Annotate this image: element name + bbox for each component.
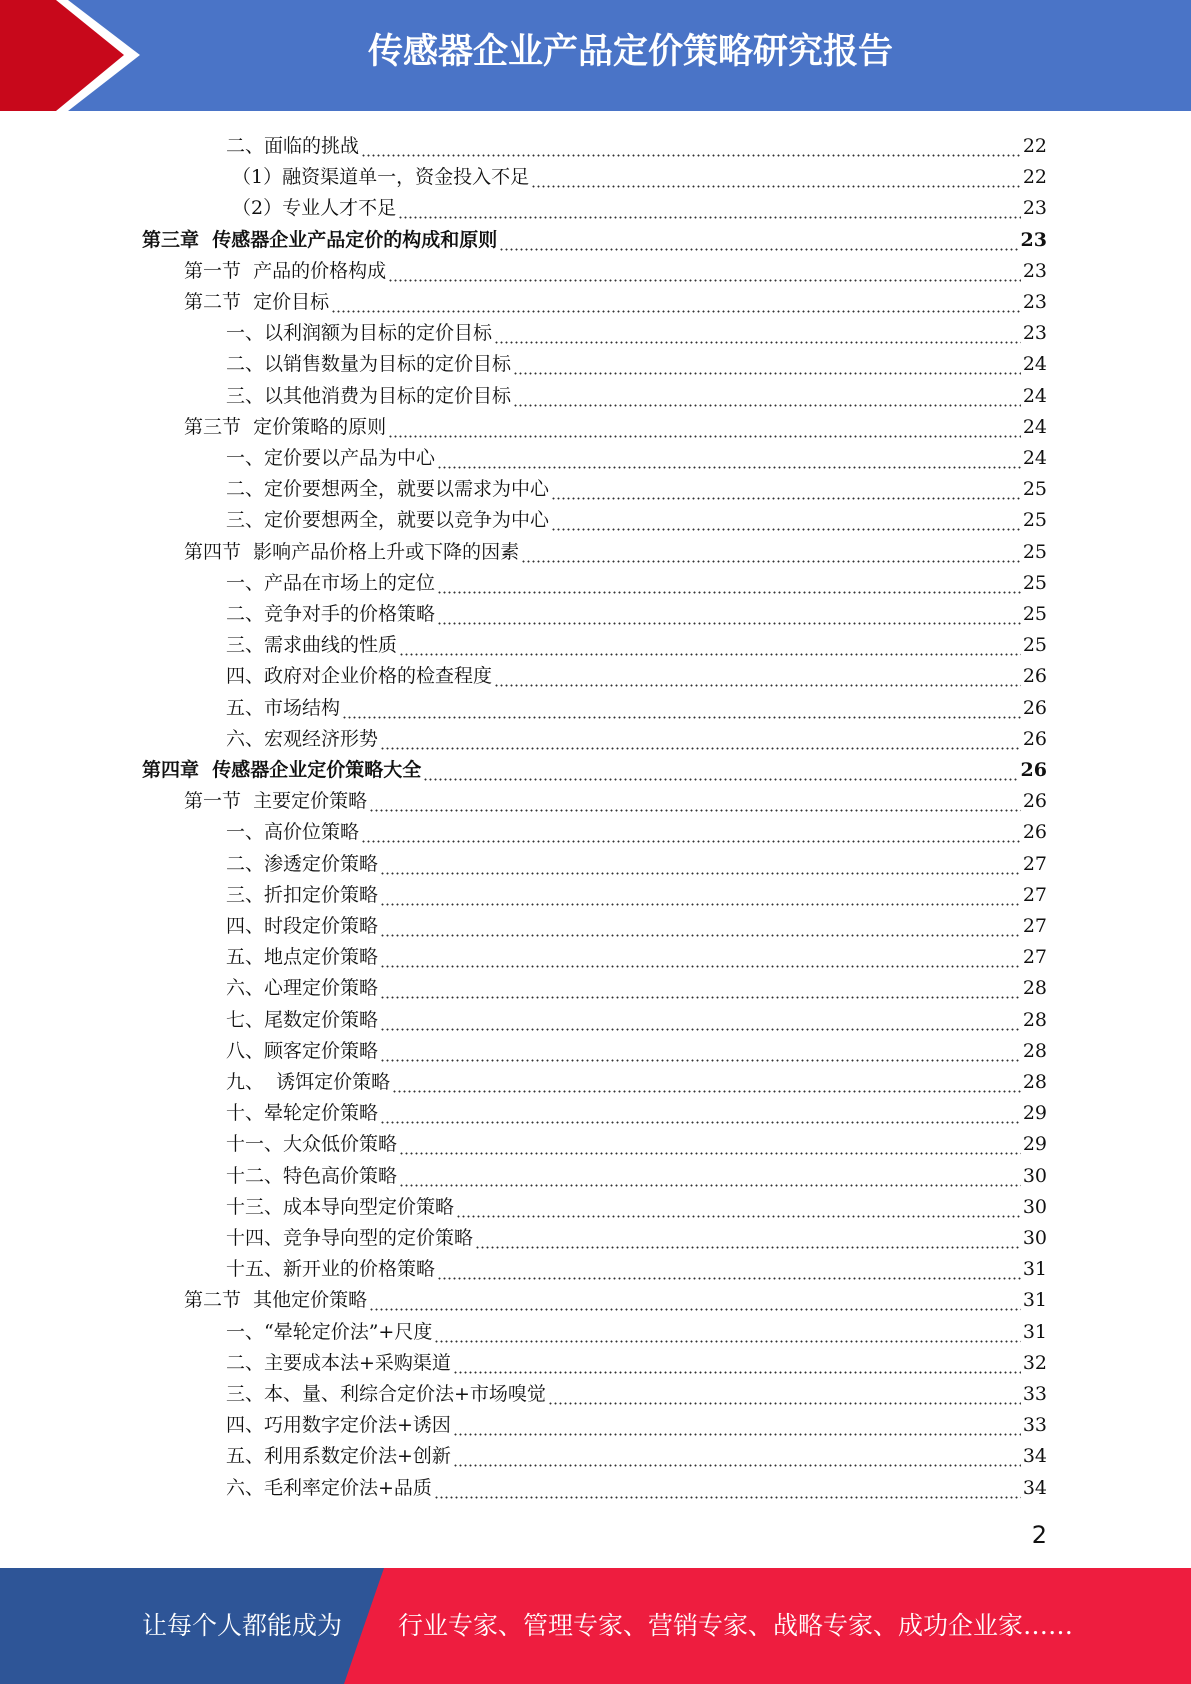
toc-entry-page: 33 xyxy=(1022,1414,1047,1437)
toc-dot-leader xyxy=(399,1132,1021,1156)
toc-entry-label: 十四、竞争导向型的定价策略 xyxy=(226,1227,474,1249)
toc-entry-page: 23 xyxy=(1022,322,1047,345)
toc-entry-label: 第二节 其他定价策略 xyxy=(184,1289,368,1312)
toc-dot-leader xyxy=(551,477,1021,501)
toc-dot-leader xyxy=(434,1320,1020,1344)
toc-dot-leader xyxy=(342,696,1021,720)
toc-entry-label: 第四章 传感器企业定价策略大全 xyxy=(142,759,422,781)
toc-entry-label: 四、时段定价策略 xyxy=(226,915,379,937)
toc-entry-label: 二、渗透定价策略 xyxy=(226,852,379,875)
toc-entry-label: 七、尾数定价策略 xyxy=(226,1008,379,1031)
toc-item-entry[interactable] xyxy=(226,1188,1047,1219)
toc-item-entry[interactable] xyxy=(226,876,1047,907)
toc-entry-label: 十、晕轮定价策略 xyxy=(226,1102,379,1125)
toc-entry-page: 22 xyxy=(1022,135,1047,157)
toc-item-entry[interactable] xyxy=(226,564,1047,595)
toc-entry-label: 第二节 定价目标 xyxy=(184,291,330,313)
toc-entry-page: 28 xyxy=(1022,1039,1047,1062)
toc-dot-leader xyxy=(398,196,1021,220)
toc-section-entry[interactable] xyxy=(184,408,1047,439)
toc-section-entry[interactable] xyxy=(184,283,1047,314)
toc-dot-leader xyxy=(380,883,1021,907)
toc-dot-leader xyxy=(499,228,1018,252)
toc-entry-page: 27 xyxy=(1022,852,1047,875)
toc-entry-label: （2）专业人才不足 xyxy=(232,197,397,220)
toc-entry-label: 第三章 传感器企业产品定价的构成和原则 xyxy=(142,228,498,251)
report-title: 传感器企业产品定价策略研究报告 xyxy=(367,32,893,72)
toc-dot-leader xyxy=(453,1413,1021,1437)
toc-item-entry[interactable] xyxy=(226,813,1047,844)
toc-item-entry[interactable] xyxy=(226,626,1047,657)
toc-item-entry[interactable] xyxy=(226,501,1047,532)
toc-dot-leader xyxy=(380,976,1021,1000)
toc-entry-page: 27 xyxy=(1022,915,1047,937)
toc-entry-label: 二、定价要想两全，就要以需求为中心 xyxy=(226,478,550,501)
toc-section-entry[interactable] xyxy=(184,252,1047,283)
toc-entry-label: 八、顾客定价策略 xyxy=(226,1039,379,1062)
toc-entry-page: 34 xyxy=(1022,1445,1047,1468)
toc-entry-page: 23 xyxy=(1020,228,1047,251)
toc-entry-page: 23 xyxy=(1022,291,1047,313)
toc-entry-page: 24 xyxy=(1022,447,1047,469)
toc-dot-leader xyxy=(475,1226,1021,1250)
toc-entry-page: 33 xyxy=(1022,1383,1047,1405)
toc-entry-page: 25 xyxy=(1022,509,1047,532)
toc-entry-label: 十三、成本导向型定价策略 xyxy=(226,1195,455,1218)
toc-entry-label: 二、以销售数量为目标的定价目标 xyxy=(226,353,512,376)
toc-dot-leader xyxy=(331,290,1021,314)
toc-section-entry[interactable] xyxy=(184,782,1047,813)
toc-dot-leader xyxy=(392,1070,1021,1094)
toc-item-entry[interactable] xyxy=(226,657,1047,688)
toc-entry-label: 三、以其他消费为目标的定价目标 xyxy=(226,384,512,407)
toc-entry-label: 第三节 定价策略的原则 xyxy=(184,415,387,438)
toc-dot-leader xyxy=(453,1351,1021,1375)
toc-item-entry[interactable] xyxy=(226,314,1047,345)
toc-entry-page: 23 xyxy=(1022,197,1047,220)
footer-slogan-left: 让每个人都能成为 xyxy=(142,1611,343,1640)
toc-dot-leader xyxy=(453,1444,1021,1468)
toc-entry-page: 25 xyxy=(1022,478,1047,501)
toc-item-entry[interactable] xyxy=(226,1313,1047,1344)
toc-entry-label: 一、以利润额为目标的定价目标 xyxy=(226,322,493,345)
toc-item-entry[interactable] xyxy=(226,127,1047,158)
toc-item-entry[interactable] xyxy=(226,377,1047,408)
toc-dot-leader xyxy=(494,321,1021,345)
toc-entry-label: 六、毛利率定价法+品质 xyxy=(226,1476,432,1499)
toc-dot-leader xyxy=(531,165,1021,189)
toc-dot-leader xyxy=(369,1288,1021,1312)
toc-item-entry[interactable] xyxy=(226,907,1047,938)
toc-entry-label: 十五、新开业的价格策略 xyxy=(226,1258,436,1281)
toc-section-entry[interactable] xyxy=(184,533,1047,564)
toc-entry-page: 24 xyxy=(1022,415,1047,438)
toc-dot-leader xyxy=(513,384,1021,408)
toc-item-entry[interactable] xyxy=(226,470,1047,501)
toc-item-entry[interactable] xyxy=(226,345,1047,376)
toc-item-entry[interactable] xyxy=(226,720,1047,751)
toc-entry-label: 四、巧用数字定价法+诱因 xyxy=(226,1414,451,1437)
toc-entry-page: 28 xyxy=(1022,1008,1047,1031)
toc-entry-label: 第一节 产品的价格构成 xyxy=(184,259,387,282)
toc-item-entry[interactable] xyxy=(226,1250,1047,1281)
toc-item-entry[interactable] xyxy=(226,1375,1047,1406)
toc-entry-page: 26 xyxy=(1022,790,1047,813)
toc-dot-leader xyxy=(423,758,1018,782)
toc-dot-leader xyxy=(437,1257,1021,1281)
toc-entry-label: （1）融资渠道单一，资金投入不足 xyxy=(232,166,530,189)
toc-dot-leader xyxy=(437,571,1021,595)
toc-dot-leader xyxy=(388,415,1021,439)
toc-entry-page: 22 xyxy=(1022,166,1047,189)
toc-dot-leader xyxy=(380,1101,1021,1125)
toc-item-entry[interactable] xyxy=(226,1063,1047,1094)
toc-item-entry[interactable] xyxy=(226,1094,1047,1125)
toc-entry-page: 30 xyxy=(1022,1164,1047,1187)
toc-dot-leader xyxy=(456,1195,1021,1219)
toc-dot-leader xyxy=(437,602,1021,626)
toc-dot-leader xyxy=(380,727,1021,751)
toc-entry-label: 三、定价要想两全，就要以竞争为中心 xyxy=(226,509,550,532)
toc-item-entry[interactable] xyxy=(226,969,1047,1000)
toc-entry-label: 一、定价要以产品为中心 xyxy=(226,447,436,469)
toc-dot-leader xyxy=(513,352,1021,376)
toc-dot-leader xyxy=(399,1164,1021,1188)
toc-entry-page: 26 xyxy=(1022,821,1047,844)
toc-item-entry[interactable] xyxy=(226,1001,1047,1032)
toc-item-entry[interactable] xyxy=(226,1125,1047,1156)
toc-item-entry[interactable] xyxy=(226,439,1047,470)
toc-entry-label: 第一节 主要定价策略 xyxy=(184,790,368,813)
toc-entry-label: 三、折扣定价策略 xyxy=(226,883,379,906)
toc-item-entry[interactable] xyxy=(226,1469,1047,1500)
toc-dot-leader xyxy=(399,633,1021,657)
toc-dot-leader xyxy=(548,1382,1021,1406)
toc-entry-label: 四、政府对企业价格的检查程度 xyxy=(226,665,493,688)
toc-dot-leader xyxy=(388,259,1021,283)
toc-entry-page: 25 xyxy=(1022,603,1047,625)
toc-entry-label: 五、利用系数定价法+创新 xyxy=(226,1445,451,1468)
page-number: 2 xyxy=(1031,1521,1047,1549)
toc-dot-leader xyxy=(380,1008,1021,1032)
toc-entry-page: 25 xyxy=(1022,571,1047,594)
toc-entry-page: 28 xyxy=(1022,977,1047,1000)
toc-entry-label: 二、主要成本法+采购渠道 xyxy=(226,1351,451,1374)
toc-dot-leader xyxy=(380,945,1021,969)
toc-entry-label: 三、需求曲线的性质 xyxy=(226,634,398,657)
toc-dot-leader xyxy=(494,664,1021,688)
toc-dot-leader xyxy=(551,508,1021,532)
toc-entry-label: 第四节 影响产品价格上升或下降的因素 xyxy=(184,540,520,563)
toc-entry-label: 五、市场结构 xyxy=(226,696,341,719)
toc-dot-leader xyxy=(434,1476,1021,1500)
toc-item-entry[interactable] xyxy=(226,1219,1047,1250)
page-header xyxy=(0,0,1191,111)
toc-item-entry[interactable] xyxy=(232,158,1047,189)
toc-chapter-entry[interactable] xyxy=(142,751,1047,782)
toc-entry-page: 31 xyxy=(1022,1289,1047,1312)
toc-entry-label: 九、 诱饵定价策略 xyxy=(226,1071,391,1093)
toc-entry-page: 28 xyxy=(1022,1071,1047,1093)
toc-entry-page: 26 xyxy=(1020,759,1047,781)
toc-entry-label: 三、本、量、利综合定价法+市场嗅觉 xyxy=(226,1383,546,1405)
toc-item-entry[interactable] xyxy=(226,1406,1047,1437)
toc-item-entry[interactable] xyxy=(226,1032,1047,1063)
toc-dot-leader xyxy=(380,852,1021,876)
toc-item-entry[interactable] xyxy=(226,595,1047,626)
toc-entry-page: 25 xyxy=(1022,634,1047,657)
toc-entry-page: 29 xyxy=(1022,1133,1047,1156)
toc-entry-page: 30 xyxy=(1022,1227,1047,1249)
toc-dot-leader xyxy=(521,540,1021,564)
toc-item-entry[interactable] xyxy=(232,189,1047,220)
toc-entry-page: 24 xyxy=(1022,384,1047,407)
page-footer xyxy=(0,1568,1191,1684)
toc-entry-page: 32 xyxy=(1022,1351,1047,1374)
footer-slogan-right: 行业专家、管理专家、营销专家、战略专家、成功企业家…… xyxy=(398,1611,1074,1640)
toc-entry-label: 十一、大众低价策略 xyxy=(226,1133,398,1156)
toc-entry-label: 二、竞争对手的价格策略 xyxy=(226,603,436,625)
toc-entry-page: 26 xyxy=(1022,727,1047,750)
toc-dot-leader xyxy=(369,789,1021,813)
toc-entry-page: 31 xyxy=(1022,1320,1047,1343)
toc-entry-label: 六、心理定价策略 xyxy=(226,977,379,1000)
toc-entry-label: 二、面临的挑战 xyxy=(226,135,360,157)
toc-dot-leader xyxy=(361,134,1021,158)
toc-section-entry[interactable] xyxy=(184,1281,1047,1312)
toc-entry-page: 27 xyxy=(1022,883,1047,906)
toc-entry-page: 27 xyxy=(1022,946,1047,969)
toc-dot-leader xyxy=(437,446,1021,470)
toc-entry-label: 一、产品在市场上的定位 xyxy=(226,571,436,594)
toc-dot-leader xyxy=(380,914,1021,938)
toc-entry-label: 六、宏观经济形势 xyxy=(226,727,379,750)
toc-dot-leader xyxy=(380,1039,1021,1063)
toc-entry-label: 一、“晕轮定价法”+尺度 xyxy=(226,1320,433,1343)
toc-entry-page: 23 xyxy=(1022,259,1047,282)
toc-entry-label: 一、高价位策略 xyxy=(226,821,360,844)
toc-item-entry[interactable] xyxy=(226,938,1047,969)
toc-item-entry[interactable] xyxy=(226,1157,1047,1188)
toc-entry-page: 31 xyxy=(1022,1258,1047,1281)
toc-entry-page: 26 xyxy=(1022,696,1047,719)
toc-chapter-entry[interactable] xyxy=(142,221,1047,252)
toc-entry-label: 五、地点定价策略 xyxy=(226,946,379,969)
toc-entry-page: 24 xyxy=(1022,353,1047,376)
toc-entry-page: 34 xyxy=(1022,1476,1047,1499)
toc-item-entry[interactable] xyxy=(226,689,1047,720)
toc-item-entry[interactable] xyxy=(226,845,1047,876)
toc-dot-leader xyxy=(361,820,1021,844)
toc-entry-page: 29 xyxy=(1022,1102,1047,1125)
toc-entry-page: 26 xyxy=(1022,665,1047,688)
toc-entry-page: 25 xyxy=(1022,540,1047,563)
toc-entry-label: 十二、特色高价策略 xyxy=(226,1164,398,1187)
toc-item-entry[interactable] xyxy=(226,1344,1047,1375)
toc-entry-page: 30 xyxy=(1022,1195,1047,1218)
toc-item-entry[interactable] xyxy=(226,1437,1047,1468)
